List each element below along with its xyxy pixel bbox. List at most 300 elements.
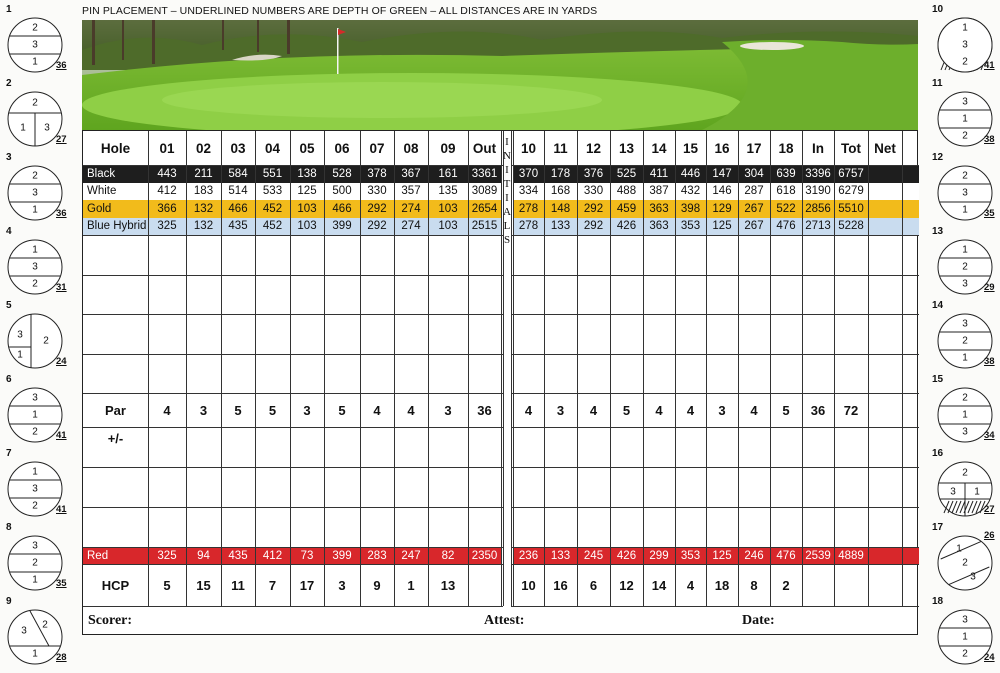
score-entry-cell[interactable] (428, 314, 468, 354)
tee-yardage: 299 (649, 549, 669, 562)
score-entry-cell[interactable] (770, 314, 802, 354)
score-entry-cell[interactable] (148, 235, 186, 275)
score-entry-cell[interactable] (394, 235, 428, 275)
tee-yardage: 274 (401, 220, 421, 233)
tee-yardage: 500 (332, 185, 352, 198)
score-entry-cell[interactable] (577, 235, 610, 275)
score-entry-cell[interactable] (738, 275, 770, 314)
tee-yardage: 639 (776, 167, 796, 180)
tee-yardage: 370 (518, 167, 539, 180)
hole-number-header: Net (874, 140, 896, 156)
score-entry-cell[interactable] (324, 467, 360, 507)
initials-label: I N I T I A L S (503, 136, 511, 246)
tee-yardage: 6757 (838, 167, 864, 180)
tee-yardage: 292 (367, 202, 387, 215)
tee-yardage: 2856 (805, 202, 831, 215)
score-entry-cell[interactable] (290, 235, 324, 275)
hcp-value: 2 (782, 577, 790, 593)
green-depth: 41 (56, 504, 67, 515)
tee-yardage: 443 (157, 167, 177, 180)
hcp-value: 8 (750, 577, 758, 593)
score-entry-cell[interactable] (324, 314, 360, 354)
score-entry-cell[interactable] (513, 354, 544, 393)
score-entry-cell[interactable] (544, 235, 577, 275)
score-entry-cell[interactable] (706, 275, 738, 314)
svg-text:2: 2 (962, 392, 968, 404)
green-depth: 35 (984, 208, 995, 219)
svg-text:3: 3 (32, 540, 38, 552)
score-entry-cell[interactable] (513, 314, 544, 354)
hole-number-header: 15 (682, 140, 699, 156)
pin-hole-number: 3 (6, 152, 12, 163)
score-entry-cell[interactable] (148, 354, 186, 393)
green-depth: 24 (56, 356, 67, 367)
score-entry-cell[interactable] (770, 467, 802, 507)
score-entry-cell[interactable] (738, 427, 770, 467)
tee-yardage: 82 (441, 549, 455, 562)
svg-text:3: 3 (962, 318, 968, 330)
green-depth: 28 (56, 652, 67, 663)
score-entry-cell[interactable] (186, 314, 221, 354)
tee-yardage: 147 (712, 167, 732, 180)
score-entry-cell[interactable] (834, 275, 868, 314)
scorer-label: Scorer: (88, 613, 133, 628)
svg-text:2: 2 (32, 500, 38, 512)
score-entry-cell[interactable] (868, 314, 902, 354)
tee-yardage: 2515 (471, 220, 498, 233)
tee-yardage: 133 (550, 220, 571, 233)
score-entry-cell[interactable] (610, 314, 643, 354)
hcp-value: 6 (589, 577, 598, 593)
score-entry-cell[interactable] (513, 427, 544, 467)
score-entry-cell[interactable] (290, 275, 324, 314)
svg-text:3: 3 (32, 261, 38, 273)
score-entry-cell[interactable] (513, 507, 544, 547)
svg-text:1: 1 (962, 631, 968, 643)
score-entry-cell[interactable] (428, 354, 468, 393)
svg-text:3: 3 (32, 483, 38, 495)
hcp-value: 13 (440, 577, 456, 593)
par-value: 4 (407, 402, 415, 418)
score-entry-cell[interactable] (186, 275, 221, 314)
score-entry-cell[interactable] (577, 314, 610, 354)
score-entry-cell[interactable] (360, 275, 394, 314)
score-entry-cell[interactable] (468, 314, 501, 354)
tee-yardage: 274 (401, 202, 421, 215)
tee-yardage: 2713 (805, 220, 831, 233)
tee-yardage: 4889 (838, 549, 864, 562)
score-entry-cell[interactable] (770, 354, 802, 393)
svg-text:2: 2 (962, 130, 968, 142)
score-entry-cell[interactable] (544, 314, 577, 354)
score-entry-cell[interactable] (802, 354, 834, 393)
score-entry-cell[interactable] (255, 235, 290, 275)
svg-text:3: 3 (21, 625, 27, 637)
score-entry-cell[interactable] (360, 467, 394, 507)
tee-yardage: 278 (518, 220, 539, 233)
score-entry-cell[interactable] (394, 354, 428, 393)
score-entry-cell[interactable] (675, 314, 706, 354)
score-entry-cell[interactable] (428, 427, 468, 467)
par-value: 3 (199, 402, 208, 418)
score-entry-cell[interactable] (577, 467, 610, 507)
score-entry-cell[interactable] (577, 275, 610, 314)
score-entry-cell[interactable] (394, 467, 428, 507)
score-entry-cell[interactable] (255, 427, 290, 467)
score-entry-cell[interactable] (610, 354, 643, 393)
score-entry-cell[interactable] (255, 275, 290, 314)
green-depth: 27 (984, 504, 995, 515)
score-entry-cell[interactable] (802, 467, 834, 507)
grid-vline (902, 131, 903, 606)
svg-text:1: 1 (32, 244, 38, 256)
tee-yardage: 103 (297, 220, 317, 233)
score-entry-cell[interactable] (290, 314, 324, 354)
score-entry-cell[interactable] (428, 507, 468, 547)
svg-text:1: 1 (962, 409, 968, 421)
par-value: 3 (718, 402, 726, 418)
score-entry-cell[interactable] (802, 314, 834, 354)
score-entry-cell[interactable] (290, 427, 324, 467)
tee-yardage: 476 (776, 220, 796, 233)
grid-vline (511, 131, 512, 606)
score-entry-cell[interactable] (802, 275, 834, 314)
score-entry-cell[interactable] (360, 427, 394, 467)
score-entry-cell[interactable] (675, 275, 706, 314)
tee-yardage: 432 (680, 185, 701, 198)
tee-yardage: 330 (367, 185, 387, 198)
score-entry-cell[interactable] (706, 507, 738, 547)
score-entry-cell[interactable] (360, 314, 394, 354)
score-entry-cell[interactable] (394, 275, 428, 314)
par-value: 3 (303, 402, 311, 418)
hole-number-header: 17 (746, 140, 762, 156)
score-entry-cell[interactable] (148, 507, 186, 547)
score-entry-cell[interactable] (738, 235, 770, 275)
svg-text:3: 3 (962, 278, 968, 290)
score-entry-cell[interactable] (394, 427, 428, 467)
hole-number-header: Tot (841, 140, 861, 156)
score-entry-cell[interactable] (577, 507, 610, 547)
score-entry-cell[interactable] (468, 507, 501, 547)
svg-text:2: 2 (32, 97, 38, 109)
score-entry-cell[interactable] (468, 235, 501, 275)
pin-hole-number: 8 (6, 522, 12, 533)
tee-yardage: 353 (680, 220, 701, 233)
par-value: 4 (655, 402, 663, 418)
score-entry-cell[interactable] (643, 507, 675, 547)
green-depth: 38 (984, 356, 995, 367)
score-entry-cell[interactable] (186, 354, 221, 393)
tee-yardage: 435 (228, 220, 248, 233)
score-entry-cell[interactable] (428, 275, 468, 314)
score-entry-cell[interactable] (221, 354, 255, 393)
score-entry-cell[interactable] (706, 427, 738, 467)
score-entry-cell[interactable] (544, 507, 577, 547)
pin-hole-number: 4 (6, 226, 12, 237)
tee-yardage: 363 (649, 202, 669, 215)
svg-text:1: 1 (962, 244, 968, 256)
tee-name: Blue Hybrid (87, 220, 147, 233)
par-value: 5 (622, 402, 631, 418)
tee-yardage: 292 (583, 220, 604, 233)
score-entry-cell[interactable] (468, 275, 501, 314)
score-entry-cell[interactable] (290, 507, 324, 547)
score-entry-cell[interactable] (468, 467, 501, 507)
score-entry-cell[interactable] (834, 427, 868, 467)
score-entry-cell[interactable] (513, 235, 544, 275)
hcp-value: 18 (714, 577, 730, 593)
score-entry-cell[interactable] (643, 427, 675, 467)
tee-yardage: 387 (649, 185, 669, 198)
par-value: 4 (589, 402, 598, 418)
score-entry-cell[interactable] (802, 507, 834, 547)
score-entry-cell[interactable] (324, 275, 360, 314)
score-entry-cell[interactable] (834, 354, 868, 393)
score-entry-cell[interactable] (324, 235, 360, 275)
svg-text:2: 2 (962, 648, 968, 660)
par-value: 3 (556, 402, 565, 418)
score-entry-cell[interactable] (513, 275, 544, 314)
par-value: 4 (686, 402, 695, 418)
tee-yardage: 103 (297, 202, 317, 215)
score-entry-cell[interactable] (394, 314, 428, 354)
score-entry-cell[interactable] (610, 467, 643, 507)
tee-yardage: 325 (157, 549, 177, 562)
score-entry-cell[interactable] (544, 427, 577, 467)
svg-text:3: 3 (44, 122, 50, 134)
hcp-value (834, 564, 868, 606)
score-entry-cell[interactable] (610, 235, 643, 275)
score-entry-cell[interactable] (834, 314, 868, 354)
svg-text:3: 3 (962, 96, 968, 108)
score-entry-cell[interactable] (643, 354, 675, 393)
score-entry-cell[interactable] (706, 235, 738, 275)
score-entry-cell[interactable] (770, 507, 802, 547)
score-entry-cell[interactable] (675, 235, 706, 275)
score-entry-cell[interactable] (643, 235, 675, 275)
svg-text:1: 1 (962, 352, 968, 364)
score-entry-cell[interactable] (324, 354, 360, 393)
svg-text:3: 3 (962, 426, 968, 438)
tee-yardage: 103 (438, 220, 458, 233)
svg-text:1: 1 (32, 466, 38, 478)
tee-yardage: 357 (401, 185, 421, 198)
score-entry-cell[interactable] (255, 314, 290, 354)
pin-placement-note: PIN PLACEMENT – UNDERLINED NUMBERS ARE DEPTH OF GREEN – ALL DISTANCES ARE IN YARDS (82, 5, 598, 17)
score-entry-cell[interactable] (834, 467, 868, 507)
score-entry-cell[interactable] (468, 354, 501, 393)
score-entry-cell[interactable] (770, 235, 802, 275)
svg-text:1: 1 (962, 113, 968, 125)
score-entry-cell[interactable] (428, 235, 468, 275)
score-entry-cell[interactable] (324, 507, 360, 547)
score-entry-cell[interactable] (706, 354, 738, 393)
score-entry-cell[interactable] (643, 467, 675, 507)
score-entry-cell[interactable] (186, 467, 221, 507)
svg-text:2: 2 (962, 261, 968, 273)
svg-text:2: 2 (43, 335, 49, 347)
score-entry-cell[interactable] (360, 354, 394, 393)
attest-label: Attest: (484, 613, 525, 628)
svg-text:3: 3 (962, 187, 968, 199)
pin-hole-number: 2 (6, 78, 12, 89)
score-entry-cell[interactable] (738, 354, 770, 393)
svg-text:2: 2 (32, 170, 38, 182)
tee-yardage: 522 (776, 202, 796, 215)
score-entry-cell[interactable] (868, 235, 902, 275)
score-entry-cell[interactable] (868, 427, 902, 467)
par-label: Par (105, 402, 126, 418)
score-entry-cell[interactable] (148, 467, 186, 507)
score-entry-cell[interactable] (802, 235, 834, 275)
score-entry-cell[interactable] (868, 467, 902, 507)
svg-text:2: 2 (962, 56, 968, 68)
score-entry-cell[interactable] (290, 467, 324, 507)
green-depth: 36 (56, 208, 67, 219)
tee-yardage: 245 (583, 549, 604, 562)
par-value: 4 (750, 402, 758, 418)
score-entry-cell[interactable] (186, 427, 221, 467)
score-entry-cell[interactable] (738, 314, 770, 354)
svg-text:3: 3 (32, 187, 38, 199)
score-entry-cell[interactable] (544, 275, 577, 314)
score-entry-cell[interactable] (577, 354, 610, 393)
par-value: 3 (444, 402, 452, 418)
score-entry-cell[interactable] (468, 427, 501, 467)
svg-text:2: 2 (32, 426, 38, 438)
score-entry-cell[interactable] (834, 507, 868, 547)
score-entry-cell[interactable] (290, 354, 324, 393)
score-entry-cell[interactable] (255, 467, 290, 507)
tee-yardage: 2350 (471, 549, 498, 562)
tee-yardage: 528 (332, 167, 352, 180)
hcp-value: 3 (338, 577, 346, 593)
tee-yardage: 132 (193, 202, 214, 215)
pin-hole-number: 9 (6, 596, 12, 607)
tee-yardage: 412 (157, 185, 177, 198)
svg-text:1: 1 (974, 486, 980, 498)
tee-yardage: 452 (262, 220, 283, 233)
par-value: 5 (782, 402, 790, 418)
green-depth: 36 (56, 60, 67, 71)
svg-text:1: 1 (32, 409, 38, 421)
score-entry-cell[interactable] (513, 467, 544, 507)
score-entry-cell[interactable] (186, 235, 221, 275)
score-entry-cell[interactable] (544, 354, 577, 393)
tee-yardage: 278 (518, 202, 539, 215)
svg-text:1: 1 (32, 574, 38, 586)
score-entry-cell[interactable] (610, 275, 643, 314)
score-entry-cell[interactable] (148, 427, 186, 467)
svg-text:3: 3 (970, 571, 976, 583)
score-entry-cell[interactable] (706, 314, 738, 354)
tee-yardage: 363 (649, 220, 669, 233)
score-entry-cell[interactable] (868, 275, 902, 314)
tee-yardage: 125 (712, 549, 732, 562)
score-entry-cell[interactable] (770, 427, 802, 467)
score-entry-cell[interactable] (221, 314, 255, 354)
hcp-value: 15 (196, 577, 211, 593)
score-entry-cell[interactable] (802, 427, 834, 467)
score-entry-cell[interactable] (643, 275, 675, 314)
score-entry-cell[interactable] (544, 467, 577, 507)
score-entry-cell[interactable] (834, 235, 868, 275)
tee-yardage: 138 (297, 167, 317, 180)
score-entry-cell[interactable] (360, 235, 394, 275)
score-entry-cell[interactable] (221, 427, 255, 467)
score-entry-cell[interactable] (610, 507, 643, 547)
tee-yardage: 292 (367, 220, 387, 233)
score-entry-cell[interactable] (738, 467, 770, 507)
score-entry-cell[interactable] (643, 314, 675, 354)
pin-hole-number: 15 (932, 374, 944, 385)
score-entry-cell[interactable] (148, 275, 186, 314)
svg-text:2: 2 (32, 278, 38, 290)
hcp-value: 14 (651, 577, 667, 593)
hcp-value (802, 564, 834, 606)
score-entry-cell[interactable] (868, 507, 902, 547)
score-entry-cell[interactable] (770, 275, 802, 314)
tee-yardage: 488 (616, 185, 637, 198)
tee-yardage: 398 (680, 202, 701, 215)
score-entry-cell[interactable] (148, 314, 186, 354)
score-entry-cell[interactable] (255, 507, 290, 547)
score-entry-cell[interactable] (428, 467, 468, 507)
pin-hole-number: 1 (6, 4, 12, 15)
svg-text:2: 2 (962, 335, 968, 347)
tee-yardage: 525 (616, 167, 637, 180)
score-entry-cell[interactable] (360, 507, 394, 547)
score-entry-cell[interactable] (675, 507, 706, 547)
score-entry-cell[interactable] (324, 427, 360, 467)
tee-yardage: 514 (228, 185, 248, 198)
score-entry-cell[interactable] (706, 467, 738, 507)
hcp-value: 5 (163, 577, 171, 593)
score-entry-cell[interactable] (255, 354, 290, 393)
tee-yardage: 426 (616, 220, 637, 233)
score-entry-cell[interactable] (610, 427, 643, 467)
grid-vline (501, 131, 502, 606)
score-entry-cell[interactable] (577, 427, 610, 467)
hole-number-header: 09 (440, 140, 456, 156)
par-value: 72 (843, 402, 859, 418)
hole-number-header: 11 (553, 140, 568, 156)
score-entry-cell[interactable] (675, 354, 706, 393)
tee-yardage: 168 (550, 185, 571, 198)
hcp-value: 12 (619, 577, 634, 593)
tee-yardage: 246 (744, 549, 764, 562)
score-entry-cell[interactable] (675, 427, 706, 467)
score-entry-cell[interactable] (675, 467, 706, 507)
score-entry-cell[interactable] (221, 507, 255, 547)
score-entry-cell[interactable] (186, 507, 221, 547)
pin-hole-number: 13 (932, 226, 944, 237)
green-depth: 29 (984, 282, 995, 293)
score-entry-cell[interactable] (221, 275, 255, 314)
score-entry-cell[interactable] (394, 507, 428, 547)
score-entry-cell[interactable] (221, 467, 255, 507)
par-value: 5 (234, 402, 242, 418)
score-entry-cell[interactable] (221, 235, 255, 275)
svg-text:2: 2 (962, 557, 968, 569)
svg-text:1: 1 (962, 22, 968, 34)
tee-name: Gold (87, 202, 112, 215)
score-entry-cell[interactable] (738, 507, 770, 547)
pin-hole-number: 12 (932, 152, 944, 163)
score-entry-cell[interactable] (868, 354, 902, 393)
scorecard-grid (82, 130, 918, 635)
